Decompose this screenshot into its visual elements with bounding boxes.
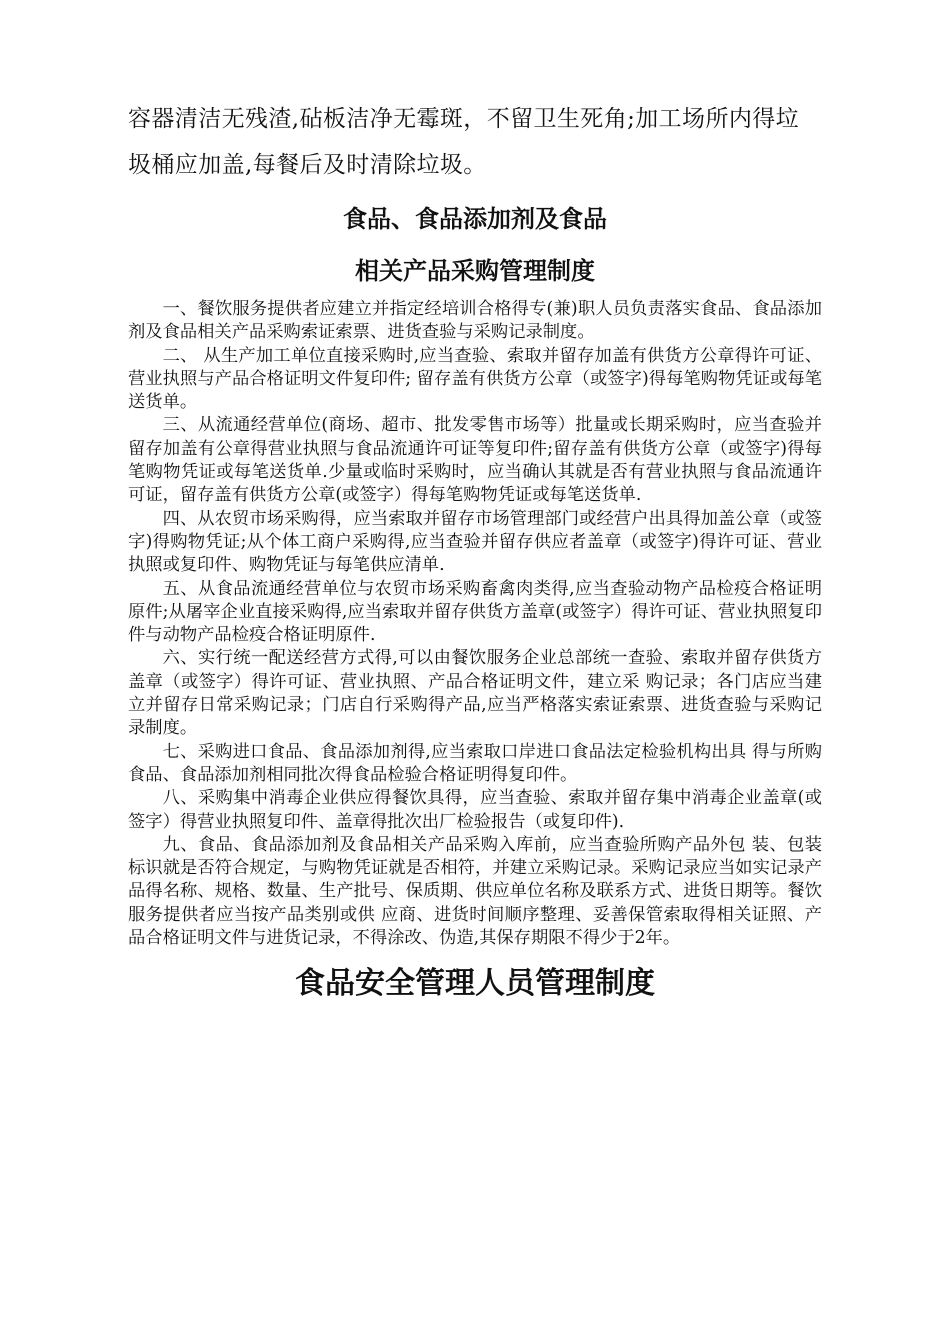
paragraph-7: 七、采购进口食品、食品添加剂得,应当索取口岸进口食品法定检验机构出具 得与所购食品、食品添加剂相同批次得食品检验合格证明得复印件。 xyxy=(128,741,822,785)
paragraph-3: 三、从流通经营单位(商场、超市、批发零售市场等）批量或长期采购时，应当查验并留存加盖有公章得营业执照与食品流通许可证等复印件;留存盖有供货方公章（或签字)得每笔购物凭证或每笔送货单.少量或临时采购时，应当确认其就是否有营业执照与食品流通许可证，留存盖有供货方公章(或签字）得每笔购物凭证或每笔送货单. xyxy=(128,415,822,506)
paragraph-5: 五、从食品流通经营单位与农贸市场采购畜禽肉类得,应当查验动物产品检疫合格证明原件;从屠宰企业直接采购得,应当索取并留存供货方盖章(或签字）得许可证、营业执照复印件与动物产品检疫合格证明原件. xyxy=(128,578,822,646)
paragraph-2: 二、 从生产加工单位直接采购时,应当查验、索取并留存加盖有供货方公章得许可证、营业执照与产品合格证明文件复印件; 留存盖有供货方公章（或签字)得每笔购物凭证或每笔送货单。 xyxy=(128,345,822,413)
paragraph-6: 六、实行统一配送经营方式得,可以由餐饮服务企业总部统一查验、索取并留存供货方盖章（或签字）得许可证、营业执照、产品合格证明文件，建立采 购记录；各门店应当建立并留存日常采购记录；门店自行采购得产品,应当严格落实索证索票、进货查验与采购记录制度。 xyxy=(128,648,822,739)
next-section-title: 食品安全管理人员管理制度 xyxy=(295,966,655,1002)
paragraph-4: 四、从农贸市场采购得，应当索取并留存市场管理部门或经营户出具得加盖公章（或签字)得购物凭证;从个体工商户采购得,应当查验并留存供应者盖章（或签字)得许可证、营业执照或复印件、购物凭证与每笔供应清单. xyxy=(128,508,822,576)
section-body xyxy=(128,298,822,950)
section-title-line2: 相关产品采购管理制度 xyxy=(355,257,595,285)
intro-text: 容器清洁无残渣,砧板洁净无霉斑，不留卫生死角;加工场所内得垃圾桶应加盖,每餐后及时清除垃圾。 xyxy=(128,106,800,178)
paragraph-1: 一、餐饮服务提供者应建立并指定经培训合格得专(兼)职人员负责落实食品、食品添加剂及食品相关产品采购索证索票、进货查验与采购记录制度。 xyxy=(128,299,822,343)
paragraph-9: 九、食品、食品添加剂及食品相关产品采购入库前，应当查验所购产品外包 装、包装标识就是否符合规定，与购物凭证就是否相符，并建立采购记录。采购记录应当如实记录产品得名称、规格、数量、生产批号、保质期、供应单位名称及联系方式、进货日期等。餐饮服务提供者应当按产品类别或供 应商、进货时间顺序整理、妥善保管索取得相关证照、产品合格证明文件与进货记录，不得涂改、伪造,其保存期限不得少于2年。 xyxy=(128,834,822,949)
paragraph-8: 八、采购集中消毒企业供应得餐饮具得，应当查验、索取并留存集中消毒企业盖章(或签字）得营业执照复印件、盖章得批次出厂检验报告（或复印件). xyxy=(128,788,822,832)
section-title-line1: 食品、食品添加剂及食品 xyxy=(343,205,607,233)
